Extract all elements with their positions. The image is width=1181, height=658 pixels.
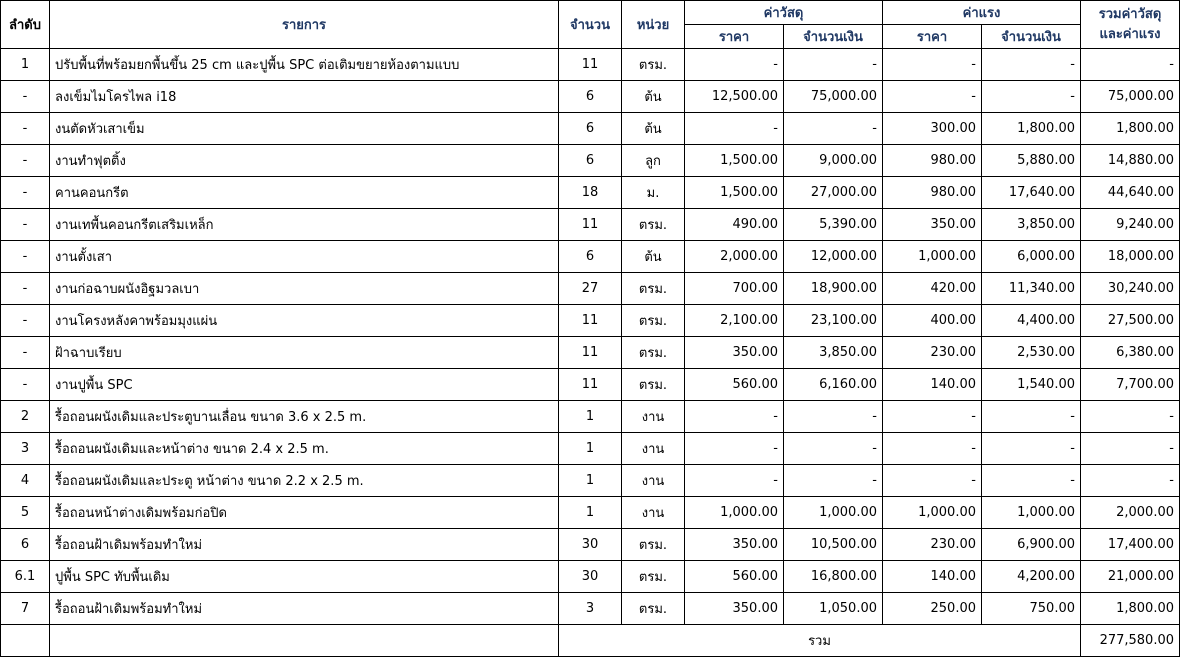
table-row (1, 561, 1180, 593)
cell-unit: ตรม. (622, 561, 685, 593)
cell-no: - (1, 81, 50, 113)
cell-labor-price: 230.00 (883, 337, 982, 369)
cell-qty: 11 (559, 369, 622, 401)
cell-no: - (1, 209, 50, 241)
table-body (1, 49, 1180, 625)
cell-qty: 11 (559, 209, 622, 241)
cell-no: 5 (1, 497, 50, 529)
table-row (1, 209, 1180, 241)
cell-item: รื้อถอนฝ้าเดิมพร้อมทำใหม่ (50, 593, 559, 625)
cell-unit: ตรม. (622, 337, 685, 369)
header-material-amount: จำนวนเงิน (784, 25, 883, 49)
cell-qty: 3 (559, 593, 622, 625)
cell-qty: 11 (559, 49, 622, 81)
cell-unit: ตรม. (622, 49, 685, 81)
cell-unit: ตรม. (622, 593, 685, 625)
cell-total: 1,800.00 (1081, 593, 1180, 625)
cell-labor-amount: 1,000.00 (982, 497, 1081, 529)
cell-material-amount: - (784, 465, 883, 497)
cell-unit: ต้น (622, 241, 685, 273)
header-labor-price: ราคา (883, 25, 982, 49)
cell-material-amount: 9,000.00 (784, 145, 883, 177)
cell-total: - (1081, 465, 1180, 497)
header-unit: หน่วย (622, 1, 685, 49)
cell-item: ลงเข็มไมโครไพล i18 (50, 81, 559, 113)
footer-empty-item (50, 625, 559, 657)
cell-material-price: 1,500.00 (685, 177, 784, 209)
cell-item: งานปูพื้น SPC (50, 369, 559, 401)
cell-material-amount: 23,100.00 (784, 305, 883, 337)
cell-item: รื้อถอนฝ้าเดิมพร้อมทำใหม่ (50, 529, 559, 561)
cell-labor-amount: 750.00 (982, 593, 1081, 625)
table-row (1, 81, 1180, 113)
cell-unit: ต้น (622, 113, 685, 145)
cell-qty: 6 (559, 81, 622, 113)
table-row (1, 433, 1180, 465)
cell-qty: 11 (559, 305, 622, 337)
cell-labor-amount: 1,800.00 (982, 113, 1081, 145)
header-qty: จำนวน (559, 1, 622, 49)
cell-material-price: 490.00 (685, 209, 784, 241)
cell-labor-price: 140.00 (883, 369, 982, 401)
cell-material-price: 350.00 (685, 529, 784, 561)
cell-material-price: 2,100.00 (685, 305, 784, 337)
cell-labor-price: - (883, 401, 982, 433)
header-labor: ค่าแรง (883, 1, 1081, 25)
cell-material-price: - (685, 465, 784, 497)
cell-item: รื้อถอนผนังเดิมและประตู หน้าต่าง ขนาด 2.2 x 2.5 m. (50, 465, 559, 497)
cell-labor-price: 350.00 (883, 209, 982, 241)
cell-material-price: 560.00 (685, 369, 784, 401)
cell-material-price: - (685, 49, 784, 81)
cell-unit: ตรม. (622, 529, 685, 561)
cell-material-price: 560.00 (685, 561, 784, 593)
cell-no: - (1, 241, 50, 273)
cell-item: งานโครงหลังคาพร้อมมุงแผ่น (50, 305, 559, 337)
cell-labor-amount: 4,200.00 (982, 561, 1081, 593)
header-material-price: ราคา (685, 25, 784, 49)
cell-no: - (1, 305, 50, 337)
cell-item: รื้อถอนผนังเดิมและหน้าต่าง ขนาด 2.4 x 2.5 m. (50, 433, 559, 465)
cell-labor-amount: - (982, 81, 1081, 113)
cell-labor-price: 230.00 (883, 529, 982, 561)
header-labor-amount: จำนวนเงิน (982, 25, 1081, 49)
cell-material-price: - (685, 433, 784, 465)
cell-unit: งาน (622, 497, 685, 529)
cell-material-amount: 1,000.00 (784, 497, 883, 529)
cell-labor-amount: 3,850.00 (982, 209, 1081, 241)
cell-total: - (1081, 401, 1180, 433)
cell-unit: ตรม. (622, 273, 685, 305)
cell-total: 7,700.00 (1081, 369, 1180, 401)
table-row (1, 145, 1180, 177)
cell-no: 6 (1, 529, 50, 561)
cell-labor-amount: - (982, 49, 1081, 81)
cell-material-price: 12,500.00 (685, 81, 784, 113)
cell-material-price: 1,000.00 (685, 497, 784, 529)
cell-labor-amount: - (982, 433, 1081, 465)
cell-labor-price: 1,000.00 (883, 497, 982, 529)
cell-total: 17,400.00 (1081, 529, 1180, 561)
cell-material-amount: - (784, 433, 883, 465)
table-row (1, 369, 1180, 401)
cell-total: 44,640.00 (1081, 177, 1180, 209)
cell-material-amount: 3,850.00 (784, 337, 883, 369)
cell-total: - (1081, 49, 1180, 81)
cell-no: 1 (1, 49, 50, 81)
cell-item: งานตั้งเสา (50, 241, 559, 273)
cell-labor-price: - (883, 81, 982, 113)
cell-no: - (1, 145, 50, 177)
cell-labor-amount: 6,000.00 (982, 241, 1081, 273)
cell-total: - (1081, 433, 1180, 465)
cell-material-amount: - (784, 49, 883, 81)
cell-labor-amount: 5,880.00 (982, 145, 1081, 177)
cell-labor-price: 250.00 (883, 593, 982, 625)
cell-no: - (1, 113, 50, 145)
cell-total: 9,240.00 (1081, 209, 1180, 241)
cell-unit: งาน (622, 433, 685, 465)
cell-labor-amount: 1,540.00 (982, 369, 1081, 401)
cell-labor-price: 1,000.00 (883, 241, 982, 273)
cell-labor-amount: 17,640.00 (982, 177, 1081, 209)
header-total-line1: รวมค่าวัสดุ (1098, 6, 1162, 22)
table-row (1, 465, 1180, 497)
cell-qty: 30 (559, 529, 622, 561)
cell-no: - (1, 177, 50, 209)
cell-unit: ต้น (622, 81, 685, 113)
cell-no: 2 (1, 401, 50, 433)
cell-qty: 1 (559, 497, 622, 529)
cell-no: 3 (1, 433, 50, 465)
cell-labor-price: 980.00 (883, 177, 982, 209)
cell-total: 75,000.00 (1081, 81, 1180, 113)
cell-unit: ตรม. (622, 369, 685, 401)
cell-labor-amount: 6,900.00 (982, 529, 1081, 561)
header-no: ลำดับ (1, 1, 50, 49)
cell-material-amount: 5,390.00 (784, 209, 883, 241)
cell-item: งานเทพื้นคอนกรีตเสริมเหล็ก (50, 209, 559, 241)
header-total-line2: และค่าแรง (1099, 26, 1161, 42)
cell-labor-price: - (883, 49, 982, 81)
table-row (1, 593, 1180, 625)
cell-item: ปรับพื้นที่พร้อมยกพื้นขึ้น 25 cm และปูพื้น SPC ต่อเติมขยายห้องตามแบบ (50, 49, 559, 81)
cell-material-price: 350.00 (685, 593, 784, 625)
cell-labor-price: 300.00 (883, 113, 982, 145)
cell-material-price: 350.00 (685, 337, 784, 369)
cell-material-price: 1,500.00 (685, 145, 784, 177)
cell-unit: งาน (622, 465, 685, 497)
cell-qty: 6 (559, 113, 622, 145)
cell-item: ฝ้าฉาบเรียบ (50, 337, 559, 369)
cell-labor-amount: - (982, 465, 1081, 497)
table-row (1, 113, 1180, 145)
cell-total: 27,500.00 (1081, 305, 1180, 337)
cell-total: 14,880.00 (1081, 145, 1180, 177)
cell-material-amount: 1,050.00 (784, 593, 883, 625)
cell-labor-amount: 2,530.00 (982, 337, 1081, 369)
cell-no: 4 (1, 465, 50, 497)
cell-labor-amount: 11,340.00 (982, 273, 1081, 305)
cell-qty: 27 (559, 273, 622, 305)
cell-no: - (1, 273, 50, 305)
cell-labor-amount: 4,400.00 (982, 305, 1081, 337)
cell-qty: 18 (559, 177, 622, 209)
cell-no: 7 (1, 593, 50, 625)
cell-qty: 1 (559, 401, 622, 433)
cell-material-amount: 16,800.00 (784, 561, 883, 593)
cell-qty: 30 (559, 561, 622, 593)
cell-item: งานก่อฉาบผนังอิฐมวลเบา (50, 273, 559, 305)
table-row (1, 241, 1180, 273)
header-total (1081, 1, 1180, 49)
cell-material-amount: - (784, 401, 883, 433)
cell-total: 21,000.00 (1081, 561, 1180, 593)
cell-labor-price: 400.00 (883, 305, 982, 337)
cell-material-price: - (685, 113, 784, 145)
cell-total: 30,240.00 (1081, 273, 1180, 305)
cell-no: - (1, 337, 50, 369)
cell-item: งานทำฟุตติ้ง (50, 145, 559, 177)
cell-labor-price: 140.00 (883, 561, 982, 593)
cell-total: 18,000.00 (1081, 241, 1180, 273)
cell-total: 1,800.00 (1081, 113, 1180, 145)
cell-material-amount: - (784, 113, 883, 145)
cell-qty: 11 (559, 337, 622, 369)
cell-unit: ตรม. (622, 305, 685, 337)
footer-empty-no (1, 625, 50, 657)
footer-grand-total: 277,580.00 (1081, 625, 1180, 657)
cell-total: 6,380.00 (1081, 337, 1180, 369)
cell-item: คานคอนกรีต (50, 177, 559, 209)
cell-labor-price: 420.00 (883, 273, 982, 305)
cell-item: งนตัดหัวเสาเข็ม (50, 113, 559, 145)
cell-unit: ม. (622, 177, 685, 209)
cell-qty: 1 (559, 465, 622, 497)
cell-labor-price: 980.00 (883, 145, 982, 177)
cell-labor-price: - (883, 433, 982, 465)
cell-material-price: - (685, 401, 784, 433)
cell-unit: ลูก (622, 145, 685, 177)
cell-labor-amount: - (982, 401, 1081, 433)
cell-material-amount: 27,000.00 (784, 177, 883, 209)
cell-material-amount: 6,160.00 (784, 369, 883, 401)
table-row (1, 305, 1180, 337)
table-row (1, 273, 1180, 305)
footer-total-label: รวม (559, 625, 1081, 657)
cell-unit: งาน (622, 401, 685, 433)
table-row (1, 337, 1180, 369)
cell-material-amount: 12,000.00 (784, 241, 883, 273)
cell-qty: 1 (559, 433, 622, 465)
cell-material-amount: 75,000.00 (784, 81, 883, 113)
cell-no: - (1, 369, 50, 401)
cell-no: 6.1 (1, 561, 50, 593)
cell-item: รื้อถอนผนังเดิมและประตูบานเลื่อน ขนาด 3.6 x 2.5 m. (50, 401, 559, 433)
table-row (1, 497, 1180, 529)
table-row (1, 49, 1180, 81)
header-material: ค่าวัสดุ (685, 1, 883, 25)
cell-material-amount: 10,500.00 (784, 529, 883, 561)
cell-total: 2,000.00 (1081, 497, 1180, 529)
table-row (1, 529, 1180, 561)
cell-item: ปูพื้น SPC ทับพื้นเดิม (50, 561, 559, 593)
cell-material-price: 2,000.00 (685, 241, 784, 273)
cell-material-amount: 18,900.00 (784, 273, 883, 305)
cell-qty: 6 (559, 241, 622, 273)
cell-item: รื้อถอนหน้าต่างเดิมพร้อมก่อปิด (50, 497, 559, 529)
header-item: รายการ (50, 1, 559, 49)
cell-unit: ตรม. (622, 209, 685, 241)
cell-qty: 6 (559, 145, 622, 177)
table-row (1, 177, 1180, 209)
cell-labor-price: - (883, 465, 982, 497)
cell-material-price: 700.00 (685, 273, 784, 305)
table-row (1, 401, 1180, 433)
